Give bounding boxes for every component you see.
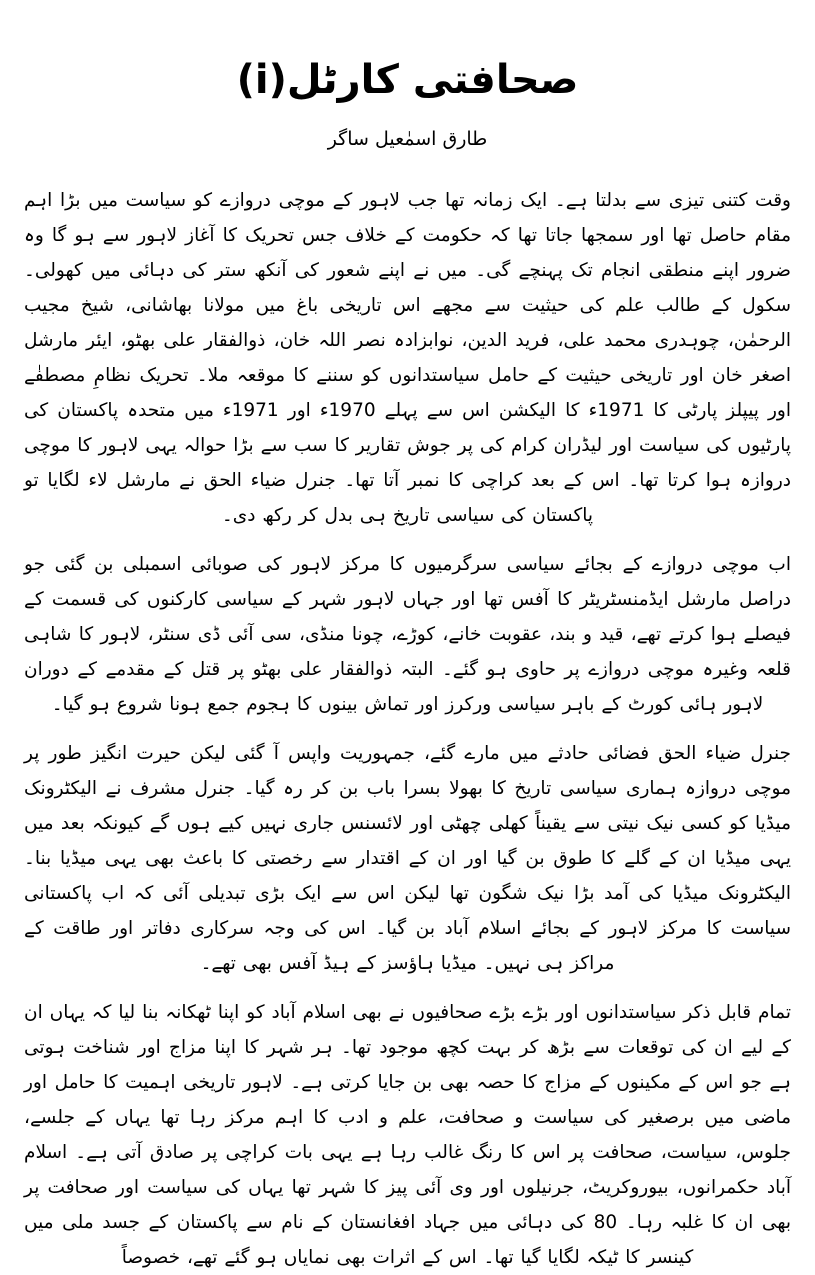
- article-body: [24, 183, 791, 1275]
- article-paragraph-4: تمام قابل ذکر سیاستدانوں اور بڑے بڑے صحافیوں نے بھی اسلام آباد کو اپنا ٹھکانہ بنا لیا کہ یہاں ان کے لیے ان کی توقعات سے بڑھ کر بہت کچھ موجود تھا۔ ہر شہر کا اپنا مزاج اور شناخت ہوتی ہے جو اس کے مکینوں کے مزاج کا حصہ بھی بن جایا کرتی ہے۔ لاہور تاریخی اہمیت کا حامل اور ماضی میں برصغیر کی سیاست و صحافت، علم و ادب کا اہم مرکز رہا تھا یہاں کے جلسے، جلوس، سیاست، صحافت پر اس کا رنگ غالب رہا ہے یہی بات کراچی پر صادق آتی ہے۔ اسلام آباد حکمرانوں، بیوروکریٹ، جرنیلوں اور وی آئی پیز کا شہر تھا یہاں کی سیاست اور صحافت پر بھی ان کا غلبہ رہا۔ 80 کی دہائی میں جہاد افغانستان کے نام سے پاکستان کے جسد ملی میں کینسر کا ٹیکہ لگایا گیا تھا۔ اس کے اثرات بھی نمایاں ہو گئے تھے، خصوصاً: [24, 1001, 791, 1268]
- article-paragraph-3: جنرل ضیاء الحق فضائی حادثے میں مارے گئے، جمہوریت واپس آ گئی لیکن حیرت انگیز طور پر موچی دروازہ ہماری سیاسی تاریخ کا بھولا بسرا باب بن کر رہ گیا۔ جنرل مشرف نے الیکٹرونک میڈیا کو کسی نیک نیتی سے یقیناً کھلی چھٹی اور لائسنس جاری نہیں کیے ہوں گے کیونکہ بعد میں یہی میڈیا ان کے گلے کا طوق بن گیا اور ان کے اقتدار سے رخصتی کا باعث بھی یہی میڈیا بنا۔ الیکٹرونک میڈیا کی آمد بڑا نیک شگون تھا لیکن اس سے ایک بڑی تبدیلی آئی کہ اب پاکستانی سیاست کا مرکز لاہور کے بجائے اسلام آباد بن گیا۔ اس کی وجہ سرکاری دفاتر اور طاقت کے مراکز ہی نہیں۔ میڈیا ہاؤسز کے ہیڈ آفس بھی تھے۔: [24, 742, 791, 974]
- article-paragraph-2: اب موچی دروازے کے بجائے سیاسی سرگرمیوں کا مرکز لاہور کی صوبائی اسمبلی بن گئی جو دراصل مارشل ایڈمنسٹریٹر کا آفس تھا اور جہاں لاہور شہر کے سیاسی کارکنوں کی قسمت کے فیصلے ہوا کرتے تھے، قید و بند، عقوبت خانے، کوڑے، چونا منڈی، سی آئی ڈی سنٹر، لاہور کا شاہی قلعہ وغیرہ موچی دروازے پر حاوی ہو گئے۔ البتہ ذوالفقار علی بھٹو پر قتل کے مقدمے کے دوران لاہور ہائی کورٹ کے باہر سیاسی ورکرز اور تماش بینوں کا ہجوم جمع ہونا شروع ہو گیا۔: [24, 553, 791, 715]
- article-author: طارق اسمٰعیل ساگر: [327, 128, 488, 150]
- article-title: صحافتی کارٹل(i): [236, 57, 579, 103]
- article-paragraph-1: وقت کتنی تیزی سے بدلتا ہے۔ ایک زمانہ تھا جب لاہور کے موچی دروازے کو سیاست میں بڑا اہم مقام حاصل تھا اور سمجھا جاتا تھا کہ حکومت کے خلاف جس تحریک کا آغاز لاہور سے ہو گا وہ ضرور اپنے منطقی انجام تک پہنچے گی۔ میں نے اپنے شعور کی آنکھ ستر کی دہائی میں کھولی۔ سکول کے طالب علم کی حیثیت سے مجھے اس تاریخی باغ میں مولانا بھاشانی، شیخ مجیب الرحمٰن، چوہدری محمد علی، فرید الدین، نوابزادہ نصر اللہ خان، ذوالفقار علی بھٹو، ایئر مارشل اصغر خان اور تاریخی حیثیت کے حامل سیاستدانوں کو سننے کا موقعہ ملا۔ تحریک نظامِ مصطفٰے اور پیپلز پارٹی کا 1971ء کا الیکشن اس سے پہلے 1970ء اور 1971ء میں متحدہ پاکستان کی پارٹیوں کی سیاست اور لیڈران کرام کی پر جوش تقاریر کا سب سے بڑا حوالہ یہی لاہور کا موچی دروازہ ہوا کرتا تھا۔ اس کے بعد کراچی کا نمبر آتا تھا۔ جنرل ضیاء الحق نے مارشل لاء لگایا تو پاکستان کی سیاسی تاریخ ہی بدل کر رکھ دی۔: [24, 189, 791, 526]
